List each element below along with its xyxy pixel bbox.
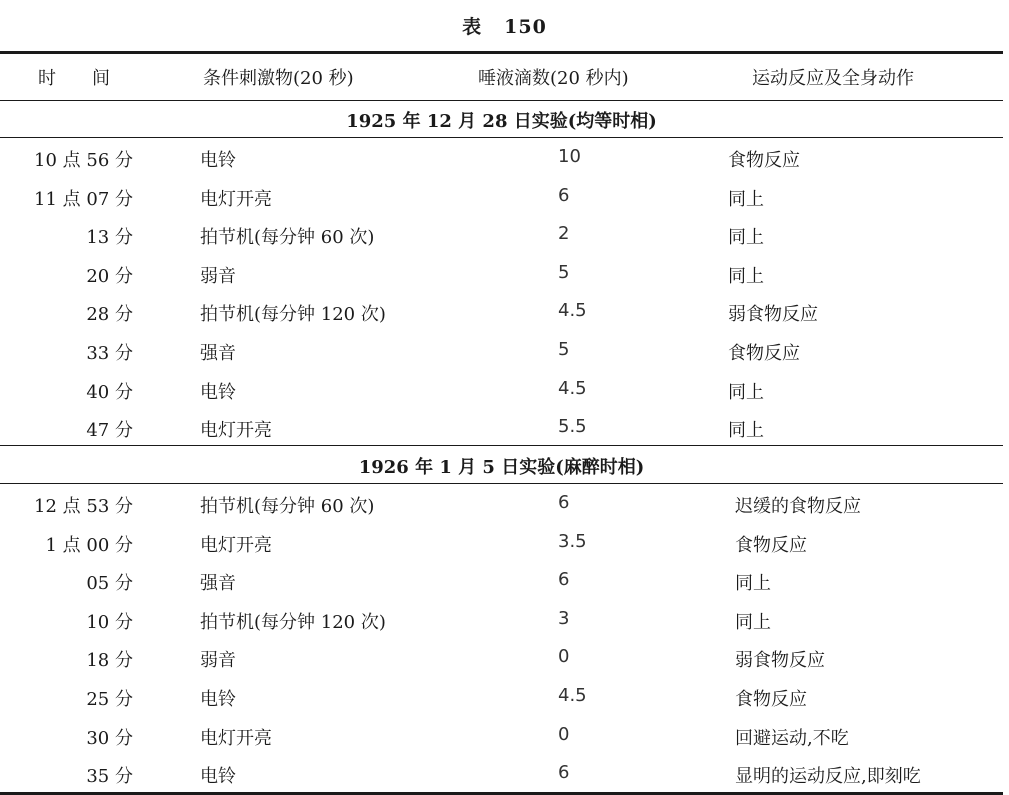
cell-response: 食物反应 <box>735 534 807 556</box>
cell-time: 35 分 <box>86 766 133 788</box>
cell-time: 12 点 53 分 <box>34 496 133 517</box>
table-row <box>0 523 1003 562</box>
table-row <box>0 177 1003 216</box>
cell-drops: 4.5 <box>558 300 587 322</box>
cell-time: 25 分 <box>86 688 133 710</box>
table-row <box>0 561 1003 600</box>
cell-response: 同上 <box>735 611 771 633</box>
cell-response: 同上 <box>728 265 764 287</box>
cell-drops: 6 <box>558 762 570 784</box>
cell-response: 回避运动,不吃 <box>735 727 849 749</box>
cell-stimulus: 拍节机(每分钟 60 次) <box>200 227 375 249</box>
cell-drops: 10 <box>558 146 581 167</box>
cell-response: 食物反应 <box>735 688 807 710</box>
table-row <box>0 331 1003 370</box>
cell-stimulus: 电灯开亮 <box>200 534 272 556</box>
section-title-1: 1925 年 12 月 28 日实验(均等时相) <box>346 111 657 132</box>
cell-stimulus: 电铃 <box>200 150 236 171</box>
table-title-number: 150 <box>504 16 547 38</box>
cell-response: 弱食物反应 <box>728 304 818 326</box>
header-drops: 唾液滴数(20 秒内) <box>478 68 629 89</box>
cell-drops: 5 <box>558 261 570 283</box>
table-row <box>0 254 1003 293</box>
cell-time: 10 点 56 分 <box>34 150 133 171</box>
cell-drops: 0 <box>558 646 570 668</box>
section-1-rows <box>0 138 1003 447</box>
header-time: 时 间 <box>38 68 110 89</box>
cell-stimulus: 拍节机(每分钟 120 次) <box>200 304 386 326</box>
section-2-top-rule <box>0 445 1003 446</box>
cell-time: 10 分 <box>86 611 133 633</box>
cell-response: 同上 <box>728 227 764 249</box>
cell-stimulus: 电灯开亮 <box>200 188 272 210</box>
cell-response: 同上 <box>728 420 764 442</box>
table-row <box>0 754 1003 793</box>
cell-stimulus: 强音 <box>200 342 236 364</box>
header-response: 运动反应及全身动作 <box>752 68 914 89</box>
cell-drops: 5 <box>558 338 570 360</box>
cell-stimulus: 拍节机(每分钟 60 次) <box>200 496 375 517</box>
cell-time: 20 分 <box>86 265 133 287</box>
top-rule <box>0 51 1003 54</box>
cell-drops: 0 <box>558 723 570 745</box>
cell-response: 食物反应 <box>728 150 800 171</box>
table-row <box>0 215 1003 254</box>
cell-stimulus: 拍节机(每分钟 120 次) <box>200 611 386 633</box>
cell-time: 28 分 <box>86 304 133 326</box>
cell-stimulus: 电铃 <box>200 381 236 403</box>
table-row <box>0 600 1003 639</box>
cell-drops: 6 <box>558 492 570 513</box>
cell-time: 13 分 <box>86 227 133 249</box>
cell-stimulus: 电铃 <box>200 688 236 710</box>
cell-response: 显明的运动反应,即刻吃 <box>735 766 921 788</box>
cell-time: 05 分 <box>86 573 133 595</box>
cell-response: 同上 <box>735 573 771 595</box>
table-row <box>0 370 1003 409</box>
table-row <box>0 677 1003 716</box>
cell-drops: 5.5 <box>558 416 587 438</box>
cell-time: 30 分 <box>86 727 133 749</box>
header-stimulus: 条件刺激物(20 秒) <box>203 68 354 89</box>
table-title-label: 表 <box>462 16 483 38</box>
cell-response: 弱食物反应 <box>735 650 825 672</box>
cell-response: 食物反应 <box>728 342 800 364</box>
cell-time: 40 分 <box>86 381 133 403</box>
cell-stimulus: 弱音 <box>200 265 236 287</box>
cell-drops: 3.5 <box>558 530 587 552</box>
cell-time: 1 点 00 分 <box>45 534 133 556</box>
table-row <box>0 292 1003 331</box>
table-row <box>0 484 1003 523</box>
cell-drops: 4.5 <box>558 377 587 399</box>
table-title <box>0 12 1009 39</box>
cell-response: 同上 <box>728 188 764 210</box>
cell-drops: 4.5 <box>558 684 587 706</box>
cell-time: 11 点 07 分 <box>34 188 133 210</box>
cell-stimulus: 电灯开亮 <box>200 727 272 749</box>
cell-response: 迟缓的食物反应 <box>735 496 861 517</box>
cell-time: 47 分 <box>86 420 133 442</box>
table-row <box>0 138 1003 177</box>
cell-stimulus: 强音 <box>200 573 236 595</box>
table-row <box>0 716 1003 755</box>
table-row <box>0 408 1003 447</box>
cell-drops: 3 <box>558 607 570 629</box>
section-title-2: 1926 年 1 月 5 日实验(麻醉时相) <box>358 457 645 478</box>
cell-time: 33 分 <box>86 342 133 364</box>
cell-time: 18 分 <box>86 650 133 672</box>
cell-drops: 6 <box>558 569 570 591</box>
cell-drops: 6 <box>558 184 570 206</box>
cell-stimulus: 电灯开亮 <box>200 420 272 442</box>
table-row <box>0 638 1003 677</box>
cell-stimulus: 电铃 <box>200 766 236 788</box>
cell-response: 同上 <box>728 381 764 403</box>
table-header-row <box>0 58 1003 96</box>
cell-drops: 2 <box>558 223 570 245</box>
header-rule <box>0 100 1003 101</box>
cell-stimulus: 弱音 <box>200 650 236 672</box>
section-2-rows <box>0 484 1003 793</box>
